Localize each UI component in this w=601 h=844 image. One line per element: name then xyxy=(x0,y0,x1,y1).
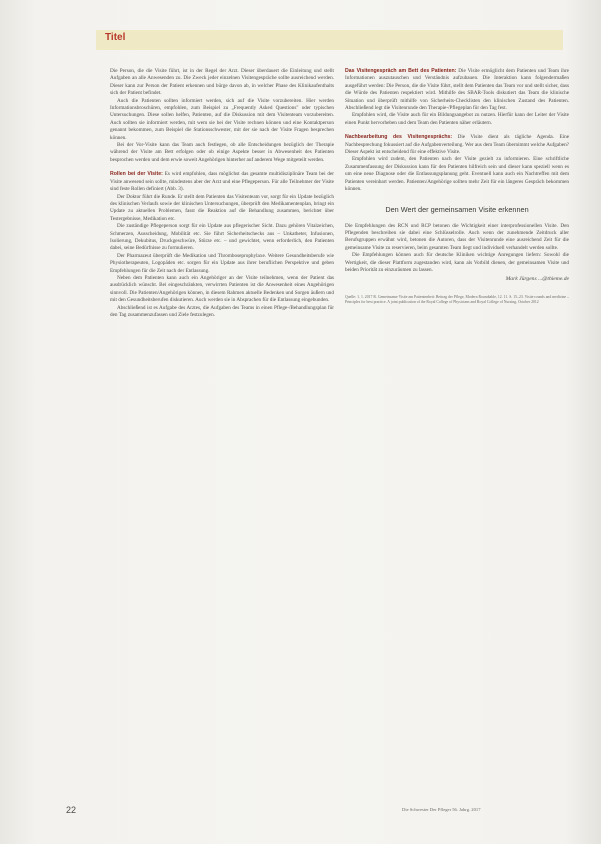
paragraph-body: Die Visite dient als tägliche Agenda. Eine Nachbesprechung fokussiert auf die Aufgabenverteilung. Wer aus dem Team übernimmt welche Aufgaben? Dieser Aspekt ist entscheidend für eine effektive Visite. xyxy=(345,134,569,156)
author-byline: Mark Jürgens ...@thieme.de xyxy=(505,276,569,283)
paragraph: Bei der Vor-Visite kann das Team auch festlegen, ob alle Entscheidungen bezüglich der Therapie während der Visite am Bett erfolgen oder ob einige Aspekte besser in Abwesenheit des Patienten besprochen werden und dem erwie soweit Angehörigen hinterher auf anderem Wege mitgeteilt werden. xyxy=(110,142,334,163)
paragraph: Die Empfehlungen des RCN und RCP betonen die Wichtigkeit einer interprofessionellen Visite. Den Pflegenden beschreiben sie dabei eine Schlüsselrolle. Auch wenn der zunehmende Zeitdruck aller Berufsgruppen erwähnt wird, betonen die Autoren, dass der Visitenrunde eine ausreichend Zeit für die gemeinsame Visite zu reservieren, beim gesamten Team liegt und individuell verhandelt werden sollte. xyxy=(345,222,569,251)
paragraph: Auch die Patienten sollten informiert werden, sich auf die Visite vorzubereiten. Hier werden Informationsbroschüren, empfohlen, zum Beispiel zu „Frequently Asked Questions" oder typischen Untersuchungen. Diese sollen helfen, Patienten, auf die Diskussion mit dem Visitenteam vorzubereiten. Auch sollten sie informiert werden, mit wem sie bei der Visite rechnen können und eine Kontaktperson genannt bekommen, zum Beispiel die Stationsschwester, mit der sie nach der Visite Fragen besprechen können. xyxy=(110,97,334,141)
paragraph-lead: Das Visitengespräch am Bett des Patienten: xyxy=(345,68,457,74)
paragraph-lead: Nachbearbeitung des Visitengesprächs: xyxy=(345,134,453,141)
paragraph: Empfohlen wird zudem, den Patienten nach der Visite gezielt zu informieren. Eine schriftliche Zusammenfassung der Diskussion kann für den Patienten hilfreich sein und dieser kann speziell wenn es um eine neue Diagnose oder die Entlassungsplanung geht. Eventuell kann auch ein Nachtreffen mit dem Patienten vereinbart werden. Patienten/Angehörige sollten mehr Zeit für ein längeres Gespräch bekommen können. xyxy=(345,156,569,193)
publication-footer: Die Schwester Der Pfleger 56. Jahrg. 2017 xyxy=(402,807,481,812)
section-heading: Den Wert der gemeinsamen Visite erkennen xyxy=(385,204,529,214)
paragraph-body: Es wird empfohlen, dass möglichst das gesamte multidisziplinäre Team bei der Visite anwesend sein sollte, mindestens aber der Arzt und eine Pflegeperson. Für alle Teilnehmer der Visite sind feste Rollen definiert (Abb. 3). xyxy=(110,171,335,193)
header-bar xyxy=(96,30,563,50)
paragraph-bedside xyxy=(345,68,569,112)
paragraph: Neben dem Patienten kann auch ein Angehöriger an der Visite teilnehmen, wenn der Patient das ausdrücklich wünscht. Bei eingeschränkten, verwirrten Patienten ist die Anwesenheit eines Angehörigen sinnvoll. Die Patienten/Angehörigen können, in diesem Rahmen aktuelle Bedenken und Sorgen äußern und mit den Gesundheitsberufen diskutieren. Auch werden sie in Absprachen für die Entlassung eingebunden. xyxy=(110,274,334,304)
paragraph: Die Person, die die Visite führt, ist in der Regel der Arzt. Dieser überdauert die Einleitung und stellt Aufgaben an alle Anwesenden zu. Die Zweck jeder einzelnen Visitengespräche sollte ausreichend werden. Dieser kann zur Person der Patient erkennen und bürge davon ab, in welcher Phase des Klinikaufenthalts sich der Patient befindet. xyxy=(110,68,334,97)
paragraph-body: Die Visite ermöglicht dem Patienten und Team ihre Informationen auszutauschen und Verständnis aufzubauen. Die Interaktion kann folgendermaßen ausgeführt werden: Die Person, die die Visite führt, stellt dem Patienten das Team vor und stellt sicher, dass die Würde des Patienten respektiert wird. Mithilfe des SBAR-Tools diskutiert das Team die klinische Situation und überprüft mithilfe von Sicherheits-Checklisten den klinischen Zustand des Patienten. Abschließend legt die Visitenrunde den Therapie-/Pflegeplan für den Tag fest. xyxy=(345,68,569,112)
paragraph: Die zuständige Pflegeperson sorgt für ein Update aus pflegerischer Sicht. Dazu gehören Vitalzeichen, Schmerzen, Ausscheidung, Mobilität etc. Sie führt Sicherheitschecks aus – Unkatheter, Infusionen, Isolierung, Dekubitus, Druckgeschwüre, Stürze etc. – und gewichtet, wenn erforderlich, den Patienten dabei, seine Bedürfnisse zu formulieren. xyxy=(110,223,334,252)
paragraph: Abschließend ist es Aufgabe des Arztes, die Aufgaben des Teams in einen Pflege-/Behandlungsplan für den Tag zusammenzufassen und Ziele festzulegen. xyxy=(110,304,334,318)
paragraph-lead: Rollen bei der Visite: xyxy=(110,171,163,178)
paragraph: Der Pharmazeut überprüft die Medikation und Thromboseprophylaxe. Weitere Gesundheitsberufe wie Physiotherapeuten, Logopäden etc. sorgen für ein Update aus ihrer beruflichen Perspektive und geben Empfehlungen für die Zeit nach der Entlassung. xyxy=(110,252,334,274)
paragraph: Empfohlen wird, die Visite auch für ein Bildungsangebot zu nutzen. Hierfür kann der Leiter der Visite einen Punkt hervorheben und dem Team den Patienten näher erläutern. xyxy=(345,112,569,126)
page-title: Titel xyxy=(105,32,126,43)
right-column xyxy=(345,68,569,305)
paragraph: Der Doktor führt die Runde. Er stellt dem Patienten das Visitenteam vor, sorgt für ein Update bezüglich des klinischen Verlaufs sowie der klinischen Untersuchungen, überprüft den Medikamentenplan, bringt ein Update zu aktuellen Problemen, fasst die Reaktion auf die Behandlung zusammen, berichtet über Testergebnisse, Medikation etc. xyxy=(110,193,334,222)
paragraph: Die Empfehlungen können auch für deutsche Kliniken wichtige Anregungen liefern: Sowohl die Wertigkeit, die dieser Plattform zugestanden wird, kann als Vorbild dienen, der gemeinsamen Visite und beiden Priorität zu einzuräumen zu lassen. xyxy=(345,252,569,273)
references: Quelle: 1. 1. 2017 R. Gemeinsame Visite am Patientenbett: Beitrag der Pflege, Modern Roundtable, 12. 11. S. 15–23. Visite rounds and medicine – Principles for best practice. A joint publication of the Royal College of Physicians and Royal College of Nursing, October 2012 xyxy=(345,294,569,304)
paragraph-roles xyxy=(110,171,334,193)
page-number: 22 xyxy=(66,805,77,815)
left-column xyxy=(110,68,334,319)
paragraph-followup xyxy=(345,134,569,156)
